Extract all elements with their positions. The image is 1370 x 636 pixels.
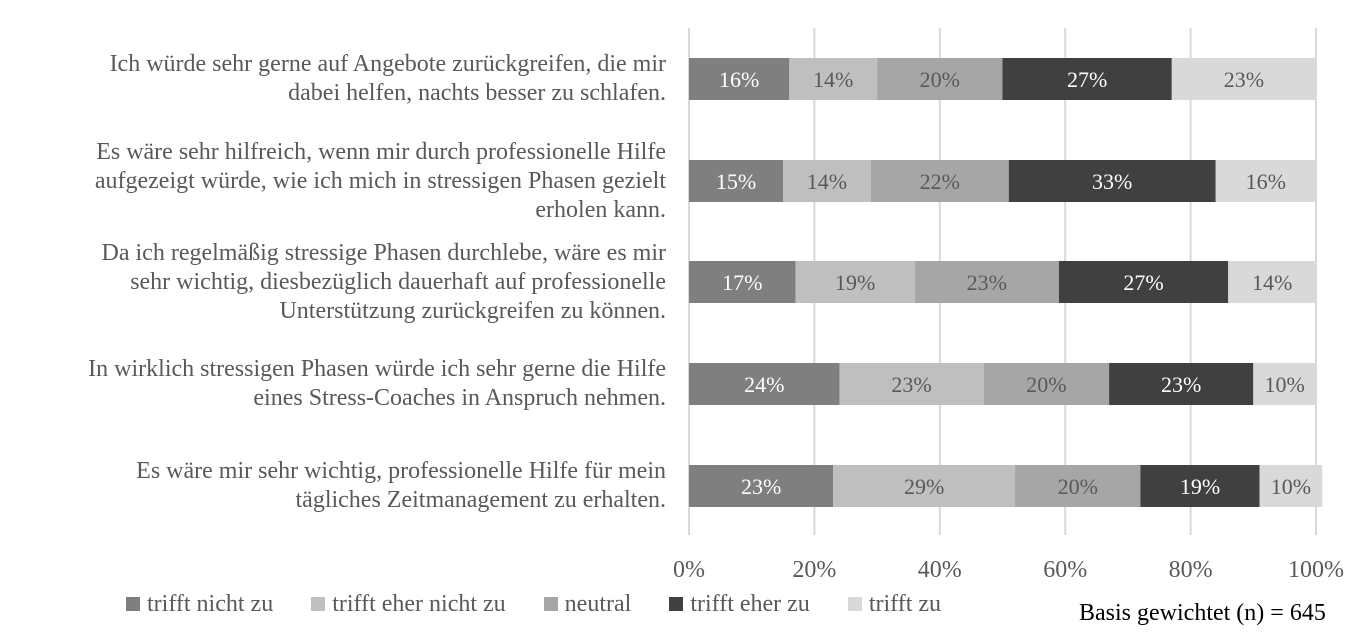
legend-label: neutral: [564, 590, 632, 617]
data-label: 10%: [1264, 372, 1305, 397]
category-label-line: erholen kann.: [535, 196, 666, 223]
x-tick-label: 60%: [1043, 557, 1088, 583]
legend-label: trifft eher nicht zu: [332, 590, 506, 617]
category-label: [0, 50, 666, 108]
data-label: 20%: [919, 67, 960, 92]
data-label: 19%: [1179, 474, 1221, 499]
data-label: 23%: [1161, 372, 1202, 397]
category-label: [0, 355, 666, 413]
data-label: 16%: [718, 67, 760, 92]
category-label-line: Unterstützung zurückgreifen zu können.: [279, 297, 666, 324]
data-label: 33%: [1092, 169, 1133, 194]
data-label: 27%: [1123, 270, 1164, 295]
category-label-line: Da ich regelmäßig stressige Phasen durchlebe, wäre es mir: [101, 239, 666, 266]
data-label: 23%: [891, 372, 932, 397]
category-label-line: Es wäre sehr hilfreich, wenn mir durch professionelle Hilfe: [96, 138, 666, 165]
legend-label: trifft eher zu: [690, 590, 810, 617]
x-tick-label: 80%: [1168, 557, 1213, 583]
x-tick-label: 40%: [917, 557, 962, 583]
legend-item: [544, 591, 632, 618]
x-tick-label: 100%: [1288, 557, 1344, 583]
legend-swatch: [669, 597, 683, 611]
category-label-line: eines Stress-Coaches in Anspruch nehmen.: [253, 385, 666, 411]
legend: [126, 590, 979, 618]
category-label: [0, 138, 666, 225]
legend-item: [126, 591, 273, 618]
x-tick-label: 20%: [792, 557, 837, 583]
data-label: 23%: [1223, 67, 1265, 92]
category-label-line: aufgezeigt würde, wie ich mich in stressigen Phasen gezielt: [94, 167, 666, 194]
data-label: 24%: [744, 372, 785, 397]
data-label: 22%: [919, 169, 960, 194]
data-label: 15%: [715, 169, 757, 194]
data-label: 20%: [1026, 372, 1067, 397]
category-label: [0, 457, 666, 515]
x-tick-label: 0%: [673, 557, 705, 583]
legend-item: [311, 591, 505, 618]
data-label: 20%: [1057, 474, 1098, 499]
category-label-line: Ich würde sehr gerne auf Angebote zurückgreifen, die mir: [109, 51, 666, 77]
legend-item: [669, 591, 810, 618]
data-label: 14%: [1251, 270, 1293, 295]
legend-label: trifft nicht zu: [147, 590, 274, 617]
legend-swatch: [311, 597, 325, 611]
category-label-line: Es wäre mir sehr wichtig, professionelle Hilfe für mein: [136, 458, 666, 484]
data-label: 23%: [740, 474, 782, 499]
legend-swatch: [848, 597, 862, 611]
category-label-line: In wirklich stressigen Phasen würde ich sehr gerne die Hilfe: [88, 356, 666, 382]
data-label: 27%: [1066, 67, 1108, 92]
data-label: 14%: [806, 169, 848, 194]
data-label: 10%: [1270, 474, 1312, 499]
category-label-line: sehr wichtig, diesbezüglich dauerhaft auf professionelle: [130, 268, 666, 295]
category-label-line: tägliches Zeitmanagement zu erhalten.: [295, 487, 666, 513]
data-label: 19%: [834, 270, 876, 295]
data-label: 16%: [1245, 169, 1287, 194]
data-label: 29%: [903, 474, 945, 499]
data-label: 17%: [722, 270, 763, 295]
legend-label: trifft zu: [868, 590, 942, 617]
data-label: 23%: [966, 270, 1007, 295]
category-label-line: dabei helfen, nachts besser zu schlafen.: [288, 80, 666, 106]
legend-swatch: [126, 597, 140, 611]
legend-swatch: [544, 597, 558, 611]
sample-note: Basis gewichtet (n) = 645: [1079, 600, 1326, 626]
legend-item: [848, 591, 941, 618]
data-label: 14%: [813, 67, 854, 92]
category-label: [0, 239, 666, 326]
